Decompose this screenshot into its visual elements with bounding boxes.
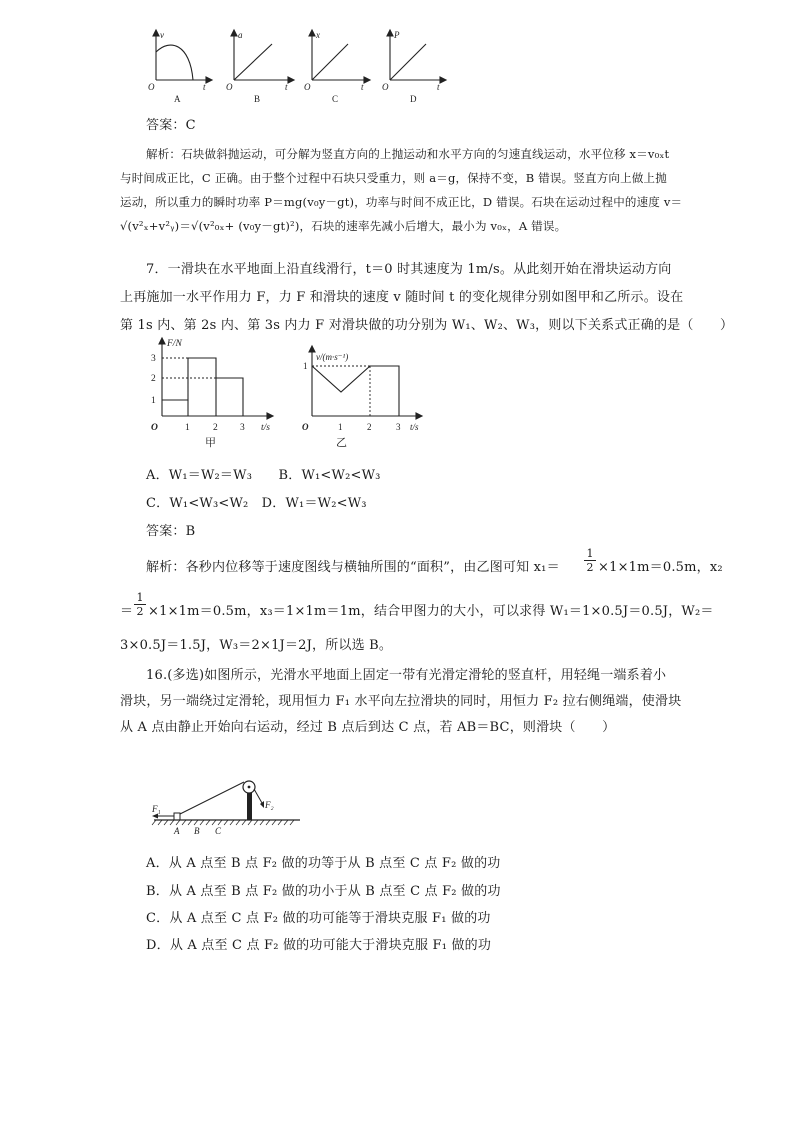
q7-graph-yi <box>300 344 430 452</box>
q7-jia-xtick-1: 1 <box>185 423 190 433</box>
graph-c-yaxis: x <box>316 30 320 40</box>
q16-option-c: C．从 A 点至 C 点 F₂ 做的功可能等于滑块克服 F₁ 做的功 <box>146 911 491 926</box>
graph-b-xaxis: t <box>285 82 288 92</box>
graph-d-label: D <box>410 94 417 104</box>
graph-d-xaxis: t <box>437 82 440 92</box>
q16-label-f2: F₂ <box>265 800 274 810</box>
q7-jia-ylabel: F/N <box>167 339 182 349</box>
q16-label-a: A <box>174 826 180 836</box>
top-graphs <box>140 28 450 108</box>
q7-jia-ytick-3: 3 <box>151 354 156 364</box>
q7-graph-jia <box>145 336 285 452</box>
q7-stem-line-1: 7．一滑块在水平地面上沿直线滑行，t＝0 时其速度为 1m/s。从此刻开始在滑块运动方向 <box>146 262 672 277</box>
q7-jia-xlabel: t/s <box>261 423 270 433</box>
graph-d-yaxis: P <box>394 30 400 40</box>
q7-fraction-2 <box>134 591 146 618</box>
q16-option-a: A．从 A 点至 B 点 F₂ 做的功等于从 B 点至 C 点 F₂ 做的功 <box>146 856 501 871</box>
graph-c-label: C <box>332 94 339 104</box>
q16-stem-line-2: 滑块，另一端绕过定滑轮，现用恒力 F₁ 水平向左拉滑块的同时，用恒力 F₂ 拉右侧绳端，使滑块 <box>120 694 682 709</box>
graph-a-origin: O <box>148 82 155 92</box>
q7-yi-caption: 乙 <box>336 437 347 449</box>
q16-stem-line-3: 从 A 点由静止开始向右运动，经过 B 点后到达 C 点，若 AB＝BC，则滑块（ ） <box>120 720 616 735</box>
q16-label-c: C <box>215 826 222 836</box>
q7-stem-line-2: 上再施加一水平作用力 F，力 F 和滑块的速度 v 随时间 t 的变化规律分别如图甲和乙所示。设在 <box>120 290 684 305</box>
graph-a-yaxis: v <box>160 30 164 40</box>
q7-yi-xlabel: t/s <box>410 422 419 432</box>
q7-explanation-line-1a: 解析：各秒内位移等于速度图线与横轴所围的“面积”，由乙图可知 x₁＝ <box>146 560 560 575</box>
q7-explanation-line-2b: ×1×1m＝0.5m，x₃＝1×1m＝1m，结合甲图力的大小，可以求得 W₁＝1×0.5J＝0.5J，W₂＝ <box>148 604 714 619</box>
q16-label-f1: F₁ <box>152 804 161 814</box>
q7-options-row-1: A．W₁＝W₂＝W₃ B．W₁<W₂<W₃ <box>146 468 381 483</box>
graph-c-xaxis: t <box>361 82 364 92</box>
q7-yi-origin: O <box>302 422 309 432</box>
q16-pulley-figure <box>150 768 310 840</box>
q7-answer: 答案：B <box>146 524 196 539</box>
q6-explanation-line-2: 与时间成正比，C 正确。由于整个过程中石块只受重力，则 a＝g，保持不变，B 错误。竖直方向上做上抛 <box>120 171 667 185</box>
q6-answer: 答案：C <box>146 118 196 133</box>
graph-b-origin: O <box>226 82 233 92</box>
q7-explanation-line-1b: ×1×1m＝0.5m，x₂ <box>598 560 723 575</box>
q7-stem-line-3: 第 1s 内、第 2s 内、第 3s 内力 F 对滑块做的功分别为 W₁、W₂、W₃，则以下关系式正确的是（ ） <box>120 318 734 333</box>
q7-jia-xtick-3: 3 <box>240 423 245 433</box>
q7-fraction-2-num: 1 <box>136 591 144 604</box>
q7-explanation-line-2a: ＝ <box>120 604 134 619</box>
q7-yi-xtick-2: 2 <box>367 422 372 432</box>
q7-yi-ylabel: v/(m·s⁻¹) <box>316 352 349 362</box>
q16-stem-line-1: 16.(多选)如图所示，光滑水平地面上固定一带有光滑定滑轮的竖直杆，用轻绳一端系着小 <box>146 668 667 683</box>
q7-fraction-1-den: 2 <box>584 560 596 574</box>
q7-yi-ytick-1: 1 <box>303 361 308 371</box>
graph-d-origin: O <box>382 82 389 92</box>
q7-jia-xtick-2: 2 <box>213 423 218 433</box>
q6-explanation-line-4: √(v²ₓ+v²ᵧ)＝√(v²₀ₓ+ (v₀y－gt)²)，石块的速率先减小后增大，最小为 v₀ₓ，A 错误。 <box>120 219 567 233</box>
graph-a-label: A <box>174 94 181 104</box>
q16-option-b: B．从 A 点至 B 点 F₂ 做的功小于从 B 点至 C 点 F₂ 做的功 <box>146 884 501 899</box>
q7-yi-xtick-3: 3 <box>396 422 401 432</box>
graph-a-xaxis: t <box>203 82 206 92</box>
q7-fraction-2-den: 2 <box>134 604 146 618</box>
q7-options-row-2: C．W₁<W₃<W₂ D．W₁＝W₂<W₃ <box>146 496 367 511</box>
graph-c-origin: O <box>304 82 311 92</box>
q16-option-d: D．从 A 点至 C 点 F₂ 做的功可能大于滑块克服 F₁ 做的功 <box>146 938 492 953</box>
q7-yi-xtick-1: 1 <box>338 422 343 432</box>
q7-jia-origin: O <box>151 423 158 433</box>
q7-jia-caption: 甲 <box>205 437 216 449</box>
graph-b-yaxis: a <box>238 30 243 40</box>
q7-fraction-1-num: 1 <box>586 547 594 560</box>
q7-jia-ytick-1: 1 <box>151 396 156 406</box>
q7-jia-ytick-2: 2 <box>151 374 156 384</box>
q16-label-b: B <box>194 826 200 836</box>
graph-b-label: B <box>254 94 261 104</box>
q7-explanation-line-3: 3×0.5J＝1.5J，W₃＝2×1J＝2J，所以选 B。 <box>120 638 393 653</box>
q6-explanation-line-1: 解析：石块做斜抛运动，可分解为竖直方向的上抛运动和水平方向的匀速直线运动，水平位移 x＝v₀ₓt <box>146 147 670 161</box>
q7-fraction-1 <box>584 547 596 574</box>
q6-explanation-line-3: 运动，所以重力的瞬时功率 P＝mg(v₀y－gt)，功率与时间不成正比，D 错误。石块在运动过程中的速度 v＝ <box>120 195 683 209</box>
